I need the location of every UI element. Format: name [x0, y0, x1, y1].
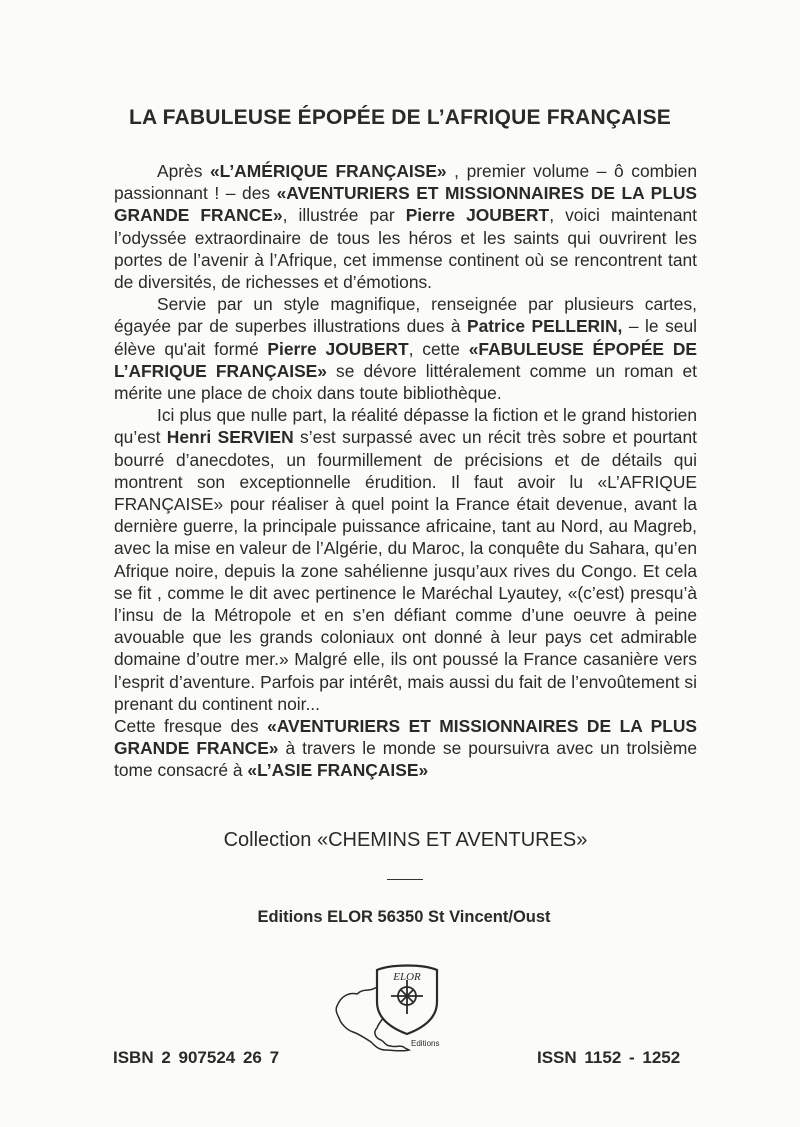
logo-caption: Editions	[411, 1039, 440, 1048]
publisher-logo-icon	[335, 962, 447, 1054]
divider	[387, 879, 423, 880]
paragraph-3	[114, 404, 697, 715]
publisher-address: Editions ELOR 56350 St Vincent/Oust	[257, 908, 551, 926]
collection-name: Collection «CHEMINS ET AVENTURES»	[223, 829, 588, 851]
text-span: à travers le monde se poursuivra avec un trolsième tome consacré à	[114, 738, 697, 781]
text-span: – le seul élève qu'ait formé	[114, 316, 697, 359]
text-span: , cette	[408, 338, 469, 359]
paragraph-4	[114, 715, 697, 782]
bold-span: Pierre JOUBERT	[405, 205, 550, 226]
paragraph-1	[114, 160, 697, 293]
text-span: Ici plus que nulle part, la réalité dépasse la fiction et le grand historien qu’est	[114, 405, 697, 448]
text-span: s’est surpassé avec un récit très sobre et pourtant bourré d’anecdotes, un fourmillement de précisions et de détails qui montrent son exceptionnelle érudition. Il faut avoir lu «L’AFRIQUE FRANÇAISE» pour réaliser à quel point la France était devenue, avant la dernière guerre, la principale puissance africaine, tant au Nord, au Magreb, avec la mise en valeur de l’Algérie, du Maroc, la conquête du Sahara, qu’en Afrique noire, depuis la zone sahélienne jusqu’aux rives du Congo. Et cela se fit , comme le dit avec pertinence le Maréchal Lyautey, «(c’est) presqu’à l’insu de la Métropole et en s’en défiant comme d’une oeuvre à peine avouable que les grands coloniaux ont donné à leur pays cet admirable domaine d’outre mer.» Malgré elle, ils ont poussé la France casanière vers l’esprit d’aventure. Parfois par intérêt, mais aussi du fait de l’envoûtement si prenant du continent noir...	[114, 427, 697, 714]
text-span: Après	[157, 161, 211, 181]
text-span: , premier volume – ô combien passionnant ! – des	[114, 161, 697, 204]
isbn: ISBN 2 907524 26 7	[113, 1048, 280, 1067]
text-span: , voici maintenant l’odyssée extraordinaire de tous les héros et les saints qui ouvrirent les portes de l’avenir à l’Afrique, cet immense continent où se rencontrent tant de diversités, de richesses et d’émotions.	[114, 205, 697, 293]
text-span: se dévore littéralement comme un roman et mérite une place de choix dans toute bibliothèque.	[114, 360, 697, 404]
page-title: LA FABULEUSE ÉPOPÉE DE L’AFRIQUE FRANÇAISE	[128, 106, 671, 129]
logo-text: ELOR	[393, 971, 421, 983]
bold-span: «AVENTURIERS ET MISSIONNAIRES DE LA PLUS GRANDE FRANCE»	[114, 716, 697, 759]
paragraph-2	[114, 293, 697, 404]
bold-span: Henri SERVIEN	[166, 427, 294, 448]
bold-span: «FABULEUSE ÉPOPÉE DE L’AFRIQUE FRANÇAISE»	[114, 338, 697, 381]
text-span: Cette fresque des	[114, 716, 268, 737]
text-span: , illustrée par	[282, 205, 406, 226]
issn: ISSN 1152 - 1252	[537, 1048, 681, 1067]
bold-span: «L’ASIE FRANÇAISE»	[247, 760, 429, 781]
bold-span: Pierre JOUBERT	[267, 338, 409, 359]
text-span: Servie par un style magnifique, renseignée par plusieurs cartes, égayée par de superbes illustrations dues à	[114, 294, 697, 337]
blurb-text	[114, 160, 697, 782]
bold-span: Patrice PELLERIN,	[467, 316, 623, 337]
bold-span: «AVENTURIERS ET MISSIONNAIRES DE LA PLUS GRANDE FRANCE»	[114, 183, 697, 226]
bold-span: «L’AMÉRIQUE FRANÇAISE»	[210, 161, 447, 181]
